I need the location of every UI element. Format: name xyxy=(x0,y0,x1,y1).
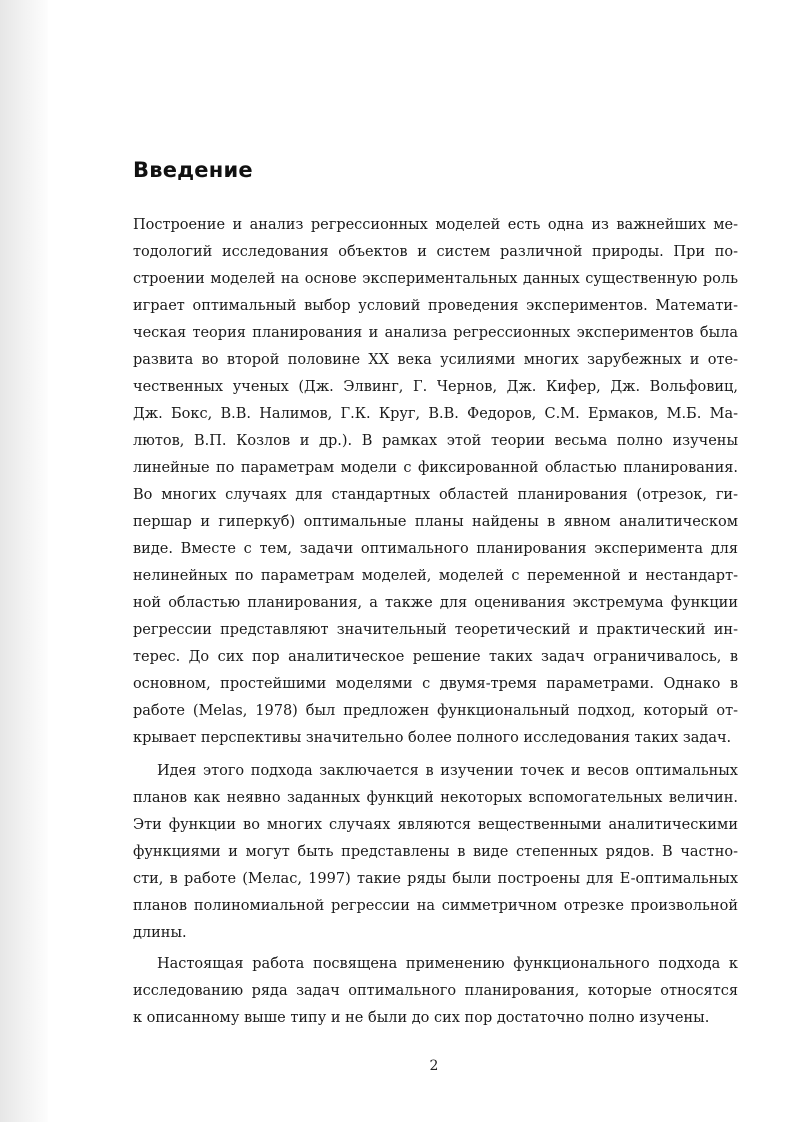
text-line: терес. До сих пор аналитическое решение таких задач ограничивалось, в xyxy=(133,649,738,665)
text-line: длины. xyxy=(133,925,187,941)
text-line: работе (Melas, 1978) был предложен функциональный подход, который от- xyxy=(133,703,738,719)
paragraph-3 xyxy=(133,951,738,1032)
text-line: исследованию ряда задач оптимального планирования, которые относятся xyxy=(133,983,738,999)
text-line: виде. Вместе с тем, задачи оптимального планирования эксперимента для xyxy=(133,541,738,557)
paragraph-1 xyxy=(133,212,738,752)
text-line: развита во второй половине XX века усилиями многих зарубежных и оте- xyxy=(133,352,738,368)
paragraph-2 xyxy=(133,758,738,947)
text-line: регрессии представляют значительный теоретический и практический ин- xyxy=(133,622,738,638)
text-line: планов как неявно заданных функций некоторых вспомогательных величин. xyxy=(133,790,738,806)
text-line: линейные по параметрам модели с фиксированной областью планирования. xyxy=(133,460,738,476)
text-line: Идея этого подхода заключается в изучении точек и весов оптимальных xyxy=(157,763,738,779)
text-line: строении моделей на основе экспериментальных данных существенную роль xyxy=(133,271,738,287)
text-line: планов полиномиальной регрессии на симметричном отрезке произвольной xyxy=(133,898,738,914)
text-line: Построение и анализ регрессионных моделей есть одна из важнейших ме- xyxy=(133,217,738,233)
text-line: основном, простейшими моделями с двумя-тремя параметрами. Однако в xyxy=(133,676,738,692)
text-line: лютов, В.П. Козлов и др.). В рамках этой теории весьма полно изучены xyxy=(133,433,738,449)
text-line: функциями и могут быть представлены в виде степенных рядов. В частно- xyxy=(133,844,738,860)
text-line: сти, в работе (Мелас, 1997) такие ряды были построены для E-оптимальных xyxy=(133,871,738,887)
text-line: Эти функции во многих случаях являются вещественными аналитическими xyxy=(133,817,738,833)
text-line: Дж. Бокс, В.В. Налимов, Г.К. Круг, В.В. Федоров, С.М. Ермаков, М.Б. Ма- xyxy=(133,406,738,422)
page-number: 2 xyxy=(429,1058,439,1074)
text-line: крывает перспективы значительно более полного исследования таких задач. xyxy=(133,730,732,746)
text-line: Настоящая работа посвящена применению функционального подхода к xyxy=(157,956,738,972)
text-line: нелинейных по параметрам моделей, моделей с переменной и нестандарт- xyxy=(133,568,738,584)
text-line: играет оптимальный выбор условий проведения экспериментов. Математи- xyxy=(133,298,738,314)
text-line: тодологий исследования объектов и систем различной природы. При по- xyxy=(133,244,738,260)
section-title: Введение xyxy=(133,158,253,182)
text-line: чественных ученых (Дж. Элвинг, Г. Чернов, Дж. Кифер, Дж. Вольфовиц, xyxy=(133,379,738,395)
text-line: Во многих случаях для стандартных областей планирования (отрезок, ги- xyxy=(133,487,738,503)
text-line: першар и гиперкуб) оптимальные планы найдены в явном аналитическом xyxy=(133,514,738,530)
text-line: ной областью планирования, а также для оценивания экстремума функции xyxy=(133,595,738,611)
text-line: ческая теория планирования и анализа регрессионных экспериментов была xyxy=(133,325,738,341)
scan-left-margin xyxy=(0,0,48,1122)
text-line: к описанному выше типу и не были до сих пор достаточно полно изучены. xyxy=(133,1010,710,1026)
